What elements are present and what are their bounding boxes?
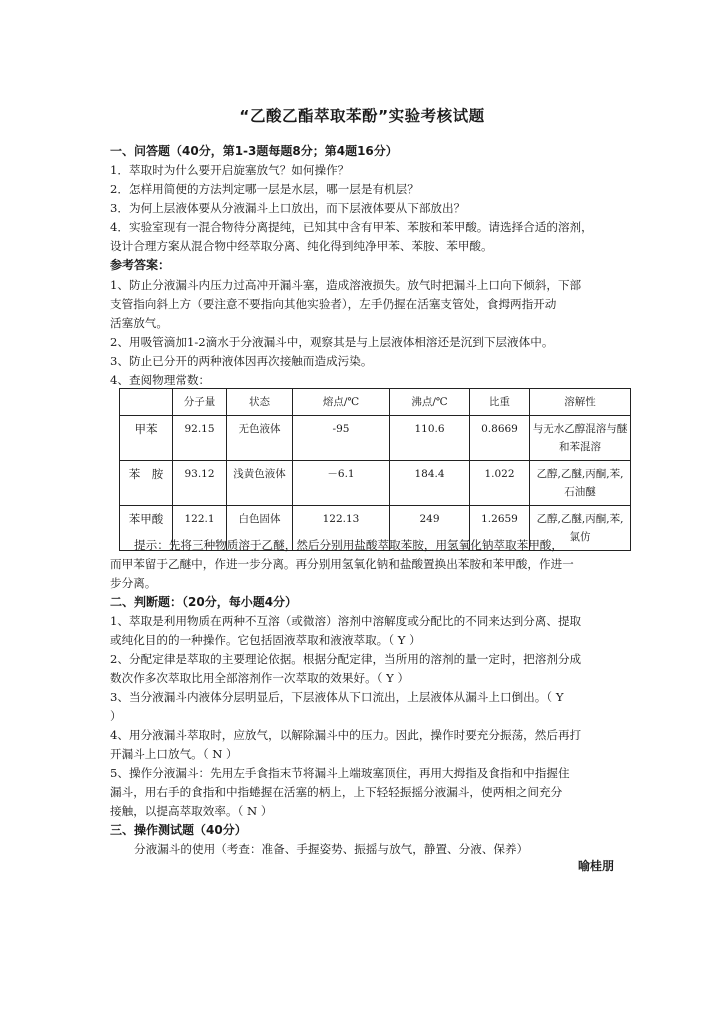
judgement-line: 2、分配定律是萃取的主要理论依据。根据分配定律，当所用的溶剂的量一定时，把溶剂分成 [110, 652, 582, 666]
table-row [120, 461, 631, 506]
answer-line: 1、防止分液漏斗内压力过高冲开漏斗塞，造成溶液损失。放气时把漏斗上口向下倾斜，下部 [110, 278, 582, 292]
molecular-weight: 92.15 [173, 416, 227, 461]
page-title: “乙酸乙酯萃取苯酚”实验考核试题 [239, 107, 485, 125]
section2-heading: 二、判断题：（20分，每小题4分） [110, 595, 298, 609]
molecular-weight: 122.1 [173, 506, 227, 551]
table-header-cell: 沸点/℃ [390, 389, 470, 416]
table-header-cell: 比重 [470, 389, 530, 416]
boiling-point: 110.6 [390, 416, 470, 461]
judgement-line: 数次作多次萃取比用全部溶剂作一次萃取的效果好。（ Y ） [110, 671, 410, 685]
table-header-row [120, 389, 631, 416]
operation-test-line: 分液漏斗的使用（考查：准备、手握姿势、振摇与放气，静置、分液、保养） [134, 842, 529, 856]
table-header-cell [120, 389, 173, 416]
boiling-point: 184.4 [390, 461, 470, 506]
judgement-line: ） [110, 709, 122, 723]
answer-line: 2、用吸管滴加1-2滴水于分液漏斗中，观察其是与上层液体相溶还是沉到下层液体中。 [110, 335, 554, 349]
melting-point: －6.1 [293, 461, 390, 506]
section3-heading: 三、操作测试题（40分） [110, 823, 247, 837]
melting-point: 122.13 [293, 506, 390, 551]
compound-name: 甲苯 [120, 416, 173, 461]
solubility: 乙醇,乙醚,丙酮,苯,石油醚 [530, 461, 631, 506]
hint-line: 提示：先将三种物质溶于乙醚，然后分别用盐酸萃取苯胺，用氢氧化钠萃取苯甲酸， [134, 538, 563, 552]
table-row [120, 416, 631, 461]
question-3: 3．为何上层液体要从分液漏斗上口放出，而下层液体要从下部放出？ [110, 201, 466, 215]
judgement-line: 5、操作分液漏斗：先用左手食指末节将漏斗上端玻塞顶住，再用大拇指及食指和中指握住 [110, 766, 570, 780]
question-4: 4．实验室现有一混合物待分离提纯，已知其中含有甲苯、苯胺和苯甲酸。请选择合适的溶剂， [110, 220, 593, 234]
table-header-cell: 熔点/℃ [293, 389, 390, 416]
answer-line: 活塞放气。 [110, 316, 168, 330]
judgement-line: 漏斗，用右手的食指和中指蜷握在活塞的柄上，上下轻轻振摇分液漏斗，使两相之间充分 [110, 785, 563, 799]
molecular-weight: 93.12 [173, 461, 227, 506]
boiling-point: 249 [390, 506, 470, 551]
density: 1.2659 [470, 506, 530, 551]
judgement-line: 1、萃取是利用物质在两种不互溶（或微溶）溶剂中溶解度或分配比的不同来达到分离、提取 [110, 614, 582, 628]
answer-line: 3、防止已分开的两种液体因再次接触而造成污染。 [110, 354, 373, 368]
answer-line: 支管指向斜上方（要注意不要指向其他实验者），左手仍握在活塞支管处，食拇两指开动 [110, 297, 557, 311]
state: 白色固体 [227, 506, 293, 551]
physical-constants-table [119, 388, 631, 551]
table-header-cell: 分子量 [173, 389, 227, 416]
judgement-line: 4、用分液漏斗萃取时，应放气，以解除漏斗中的压力。因此，操作时要充分振荡，然后再打 [110, 728, 582, 742]
compound-name: 苯 胺 [120, 461, 173, 506]
compound-name: 苯甲酸 [120, 506, 173, 551]
judgement-line: 3、当分液漏斗内液体分层明显后，下层液体从下口流出，上层液体从漏斗上口倒出。（ Y [110, 690, 564, 704]
question-2: 2．怎样用简便的方法判定哪一层是水层，哪一层是有机层？ [110, 182, 419, 196]
table-header-cell: 状态 [227, 389, 293, 416]
solubility: 与无水乙醇混溶与醚和苯混溶 [530, 416, 631, 461]
author-signature: 喻桂朋 [577, 859, 614, 873]
judgement-line: 或纯化目的的一种操作。它包括固液萃取和液液萃取。（ Y ） [110, 633, 421, 647]
melting-point: -95 [293, 416, 390, 461]
hint-line: 而甲苯留于乙醚中，作进一步分离。再分别用氢氧化钠和盐酸置换出苯胺和苯甲酸，作进一 [110, 557, 574, 571]
section1-heading: 一、问答题（40分，第1-3题每题8分；第4题16分） [110, 144, 398, 158]
answers-heading: 参考答案： [110, 258, 171, 272]
judgement-line: 开漏斗上口放气。（ N ） [110, 747, 238, 761]
state: 无色液体 [227, 416, 293, 461]
judgement-line: 接触，以提高萃取效率。（ N ） [110, 804, 273, 818]
answer-line: 4、查阅物理常数： [110, 373, 211, 387]
table-header-cell: 溶解性 [530, 389, 631, 416]
question-1: 1．萃取时为什么要开启旋塞放气？如何操作？ [110, 163, 350, 177]
solubility: 乙醇,乙醚,丙酮,苯,氯仿 [530, 506, 631, 551]
state: 浅黄色液体 [227, 461, 293, 506]
density: 1.022 [470, 461, 530, 506]
question-4-cont: 设计合理方案从混合物中经萃取分离、纯化得到纯净甲苯、苯胺、苯甲酸。 [110, 239, 493, 253]
density: 0.8669 [470, 416, 530, 461]
hint-line: 步分离。 [110, 576, 157, 590]
